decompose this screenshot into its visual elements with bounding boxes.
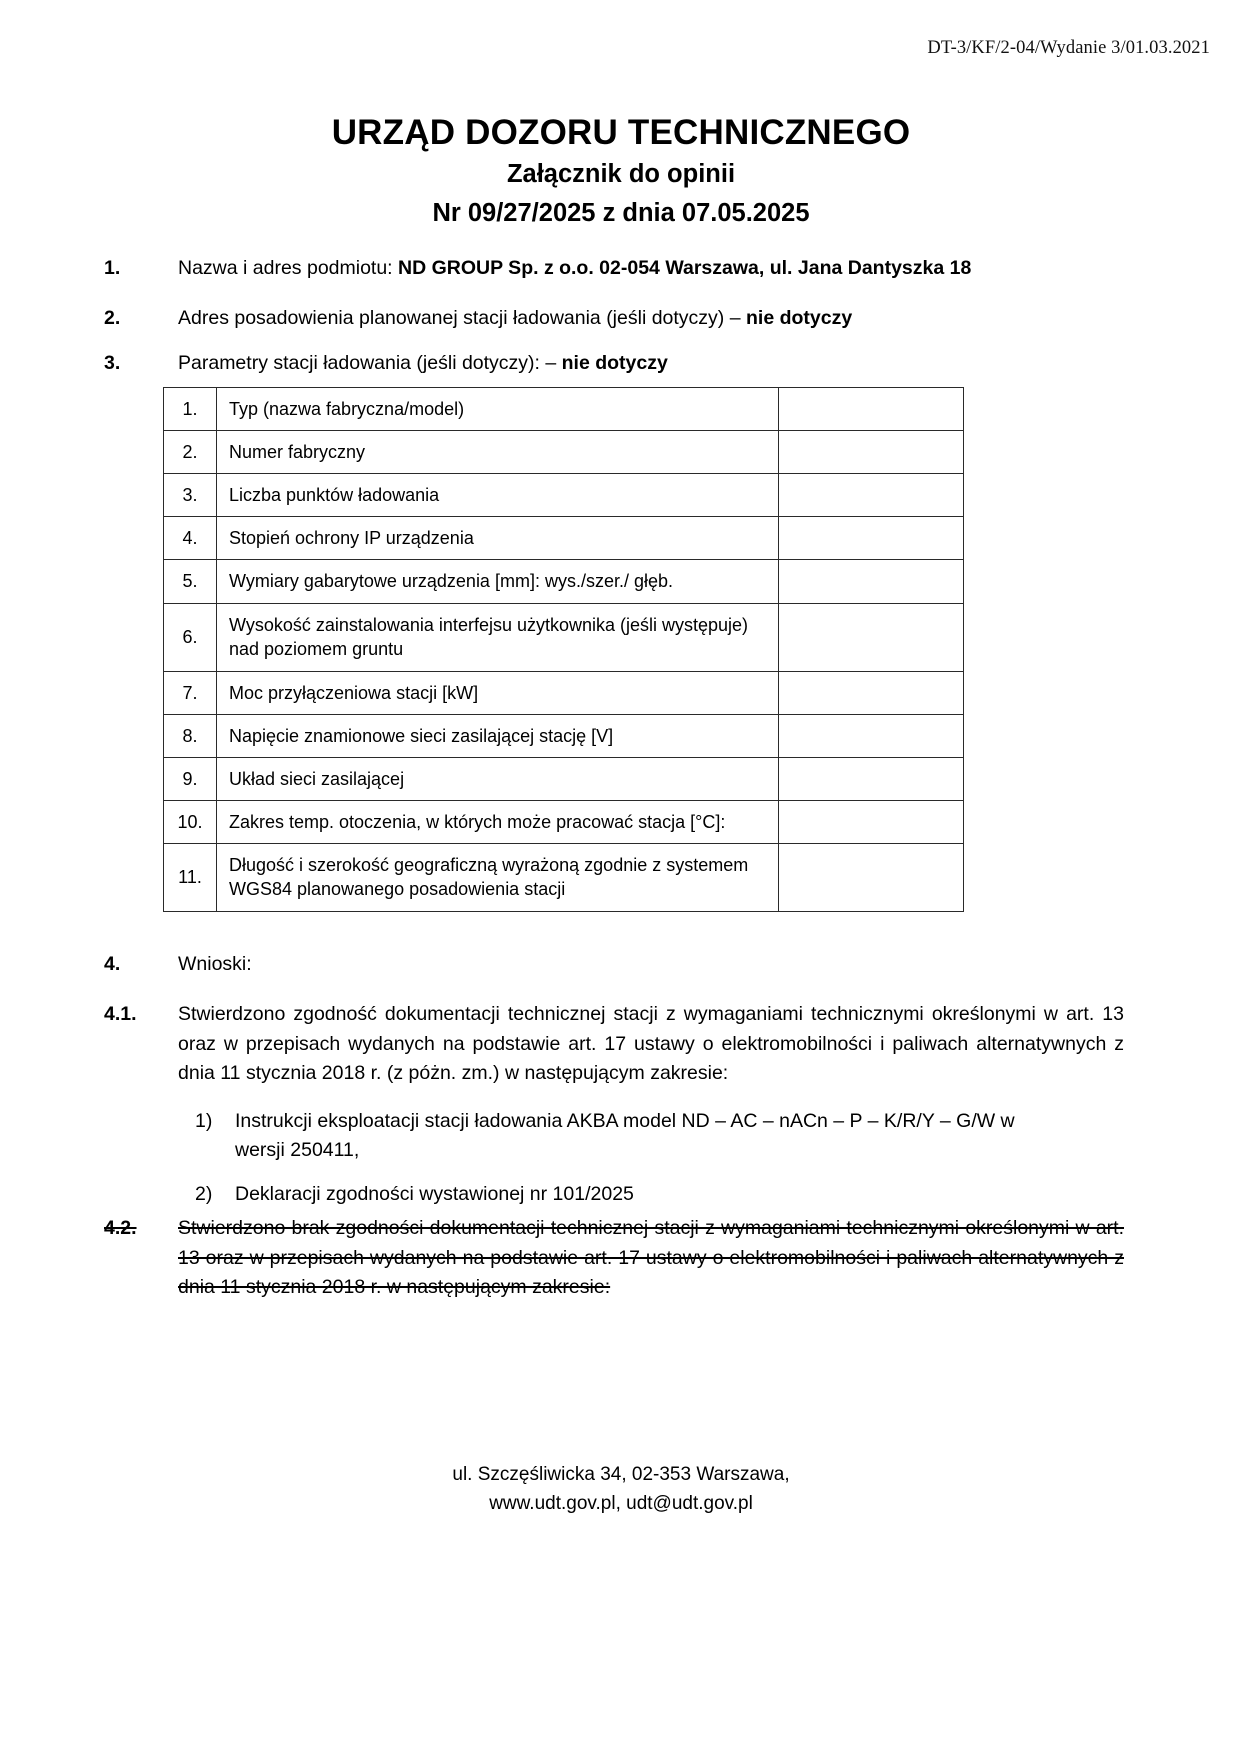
section-4-1-number: 4.1. xyxy=(104,1003,137,1025)
section-2 xyxy=(104,305,1164,333)
page-subtitle: Załącznik do opinii xyxy=(506,160,736,189)
section-1 xyxy=(104,255,1164,283)
section-4-2-text: Stwierdzono brak zgodności dokumentacji technicznej stacji z wymaganiami technicznymi określonymi w art. 13 oraz w przepisach wydanych na podstawie art. 17 ustawy o elektromobilności i paliwach alternatywnych z dnia 11 stycznia 2018 r. w następującym zakresie: xyxy=(178,1217,1124,1299)
row-number: 9. xyxy=(164,757,217,800)
row-label: Moc przyłączeniowa stacji [kW] xyxy=(217,671,779,714)
section-2-bold-text: nie dotyczy xyxy=(745,307,853,329)
table-row xyxy=(164,388,964,431)
row-number: 10. xyxy=(164,800,217,843)
row-value[interactable] xyxy=(779,603,964,671)
section-4-1-text: Stwierdzono zgodność dokumentacji technicznej stacji z wymaganiami technicznymi określonymi w art. 13 oraz w przepisach wydanych na podstawie art. 17 ustawy o elektromobilności i paliwach alternatywnych z dnia 11 stycznia 2018 r. (z póżn. zm.) w następującym zakresie: xyxy=(178,1003,1124,1085)
section-1-number: 1. xyxy=(104,257,121,279)
list-item-text: Deklaracji zgodności wystawionej nr 101/2025 xyxy=(235,1182,634,1205)
row-number: 8. xyxy=(164,714,217,757)
row-number: 4. xyxy=(164,517,217,560)
row-label: Wymiary gabarytowe urządzenia [mm]: wys./szer./ głęb. xyxy=(217,560,779,603)
row-value[interactable] xyxy=(779,757,964,800)
list-item-marker: 1) xyxy=(195,1110,213,1132)
table-row xyxy=(164,517,964,560)
table-row xyxy=(164,560,964,603)
row-label: Stopień ochrony IP urządzenia xyxy=(217,517,779,560)
list-item xyxy=(195,1107,1065,1166)
footer-address: ul. Szczęśliwicka 34, 02-353 Warszawa, xyxy=(452,1464,790,1485)
section-2-body xyxy=(178,305,852,333)
section-1-bold-text: ND GROUP Sp. z o.o. 02-054 Warszawa, ul. Jana Dantyszka 18 xyxy=(398,257,972,279)
page-title: URZĄD DOZORU TECHNICZNEGO xyxy=(331,113,911,152)
row-value[interactable] xyxy=(779,388,964,431)
row-value[interactable] xyxy=(779,474,964,517)
parameters-table xyxy=(163,387,964,912)
row-value[interactable] xyxy=(779,671,964,714)
document-code: DT-3/KF/2-04/Wydanie 3/01.03.2021 xyxy=(927,38,1210,58)
table-row xyxy=(164,603,964,671)
section-2-text: Adres posadowienia planowanej stacji ładowania (jeśli dotyczy) – xyxy=(178,307,746,329)
section-1-body xyxy=(178,255,971,283)
row-value[interactable] xyxy=(779,431,964,474)
section-3-body xyxy=(178,350,668,378)
row-number: 6. xyxy=(164,603,217,671)
row-label: Długość i szerokość geograficzną wyrażoną zgodnie z systemem WGS84 planowanego posadowienia stacji xyxy=(217,843,779,911)
list-item xyxy=(195,1180,1065,1209)
table-row xyxy=(164,474,964,517)
row-number: 11. xyxy=(164,843,217,911)
row-value[interactable] xyxy=(779,517,964,560)
row-number: 1. xyxy=(164,388,217,431)
table-row xyxy=(164,671,964,714)
row-value[interactable] xyxy=(779,560,964,603)
section-4-2-number: 4.2. xyxy=(104,1217,137,1239)
section-4-body: Wnioski: xyxy=(178,953,252,975)
row-number: 2. xyxy=(164,431,217,474)
row-value[interactable] xyxy=(779,800,964,843)
row-label: Układ sieci zasilającej xyxy=(217,757,779,800)
row-label: Wysokość zainstalowania interfejsu użytkownika (jeśli występuje) nad poziomem gruntu xyxy=(217,603,779,671)
title-block xyxy=(0,112,1242,228)
section-3-bold-text: nie dotyczy xyxy=(561,352,668,374)
row-label: Numer fabryczny xyxy=(217,431,779,474)
row-label: Napięcie znamionowe sieci zasilającej stację [V] xyxy=(217,714,779,757)
section-3-text: Parametry stacji ładowania (jeśli dotyczy): – xyxy=(178,352,562,374)
row-number: 3. xyxy=(164,474,217,517)
footer-contact: www.udt.gov.pl, udt@udt.gov.pl xyxy=(489,1492,753,1514)
section-4-1 xyxy=(104,1000,1124,1089)
row-label: Zakres temp. otoczenia, w których może pracować stacja [°C]: xyxy=(217,800,779,843)
parameters-table-body xyxy=(164,388,964,912)
document-number-line: Nr 09/27/2025 z dnia 07.05.2025 xyxy=(432,198,810,227)
row-label: Typ (nazwa fabryczna/model) xyxy=(217,388,779,431)
section-4-2 xyxy=(104,1214,1124,1303)
section-4 xyxy=(104,951,1164,979)
section-2-number: 2. xyxy=(104,307,121,329)
row-number: 5. xyxy=(164,560,217,603)
page-footer xyxy=(0,1461,1242,1519)
table-row xyxy=(164,843,964,911)
list-item-text: Instrukcji eksploatacji stacji ładowania AKBA model ND – AC – nACn – P – K/R/Y – G/W w wersji 250411, xyxy=(235,1110,1015,1162)
section-4-number: 4. xyxy=(104,953,121,975)
row-value[interactable] xyxy=(779,843,964,911)
table-row xyxy=(164,757,964,800)
table-row xyxy=(164,714,964,757)
section-1-text: Nazwa i adres podmiotu: xyxy=(178,257,399,279)
conclusions-list xyxy=(195,1107,1065,1223)
row-number: 7. xyxy=(164,671,217,714)
section-3 xyxy=(104,350,1164,378)
table-row xyxy=(164,431,964,474)
section-3-number: 3. xyxy=(104,352,121,374)
row-value[interactable] xyxy=(779,714,964,757)
table-row xyxy=(164,800,964,843)
row-label: Liczba punktów ładowania xyxy=(217,474,779,517)
list-item-marker: 2) xyxy=(195,1182,213,1205)
